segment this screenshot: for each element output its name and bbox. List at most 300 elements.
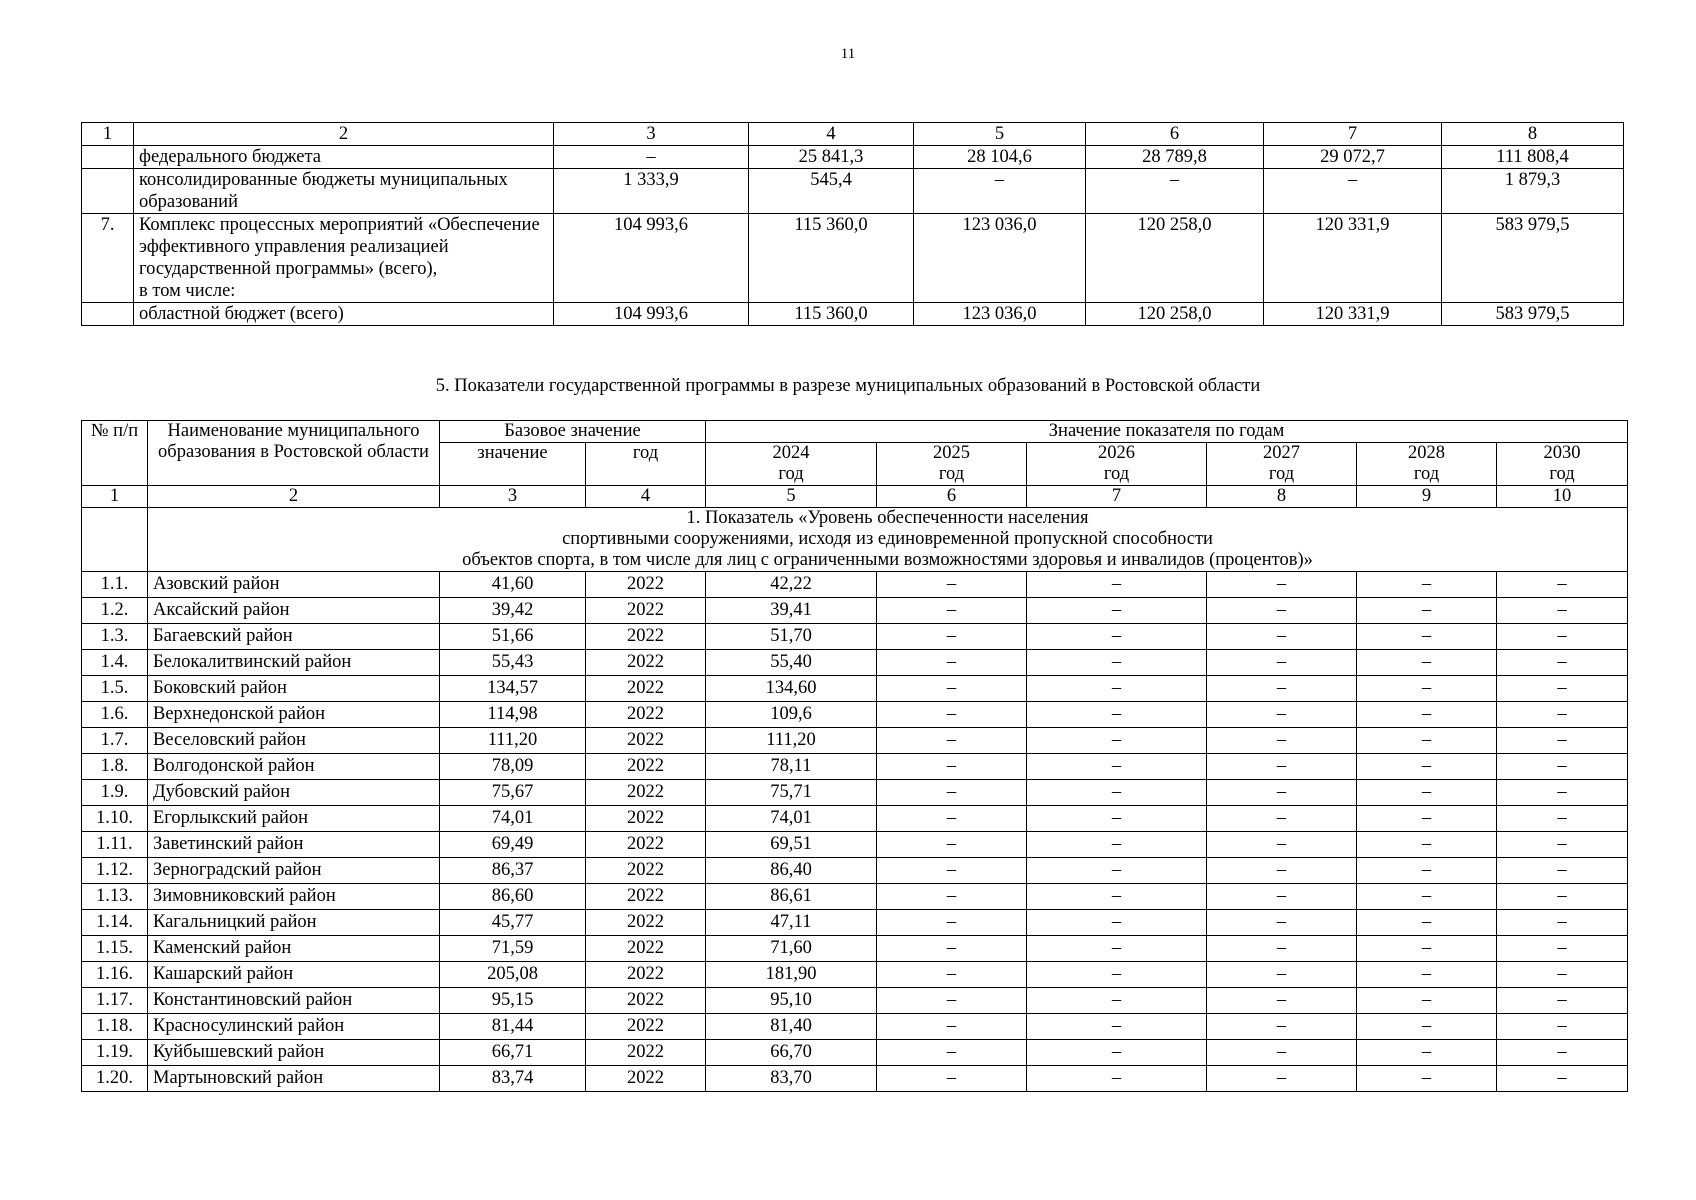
budget-col-number: 2 xyxy=(134,123,554,146)
row-number: 1.20. xyxy=(82,1066,148,1092)
row-dash: – xyxy=(1207,832,1357,858)
row-base-value: 41,60 xyxy=(440,572,586,598)
row-value-2024: 69,51 xyxy=(706,832,877,858)
budget-value: 120 331,9 xyxy=(1264,214,1442,303)
indicator-table xyxy=(81,420,1628,1092)
header-year-2030 xyxy=(1497,443,1628,486)
header-year-word: год xyxy=(778,464,804,484)
budget-row-name: федерального бюджета xyxy=(134,146,554,169)
table-row xyxy=(82,780,1628,806)
row-dash: – xyxy=(1357,1040,1497,1066)
row-dash: – xyxy=(1497,702,1628,728)
row-municipality: Багаевский район xyxy=(148,624,440,650)
row-dash: – xyxy=(1357,624,1497,650)
row-number: 1.14. xyxy=(82,910,148,936)
row-dash: – xyxy=(1497,572,1628,598)
row-base-year: 2022 xyxy=(586,780,706,806)
row-dash: – xyxy=(877,624,1027,650)
budget-value: – xyxy=(1264,169,1442,214)
row-dash: – xyxy=(1027,1066,1207,1092)
row-value-2024: 55,40 xyxy=(706,650,877,676)
row-base-value: 74,01 xyxy=(440,806,586,832)
row-municipality: Дубовский район xyxy=(148,780,440,806)
row-dash: – xyxy=(1027,832,1207,858)
row-value-2024: 51,70 xyxy=(706,624,877,650)
row-dash: – xyxy=(877,858,1027,884)
row-dash: – xyxy=(1207,598,1357,624)
budget-value: 111 808,4 xyxy=(1442,146,1624,169)
row-value-2024: 86,40 xyxy=(706,858,877,884)
budget-col-number: 6 xyxy=(1086,123,1264,146)
row-base-year: 2022 xyxy=(586,832,706,858)
table-row xyxy=(82,572,1628,598)
header-year-number: 2024 xyxy=(772,443,810,463)
table-row xyxy=(82,806,1628,832)
row-dash: – xyxy=(1207,1040,1357,1066)
row-dash: – xyxy=(877,884,1027,910)
table-row xyxy=(82,702,1628,728)
row-value-2024: 83,70 xyxy=(706,1066,877,1092)
row-municipality: Белокалитвинский район xyxy=(148,650,440,676)
row-dash: – xyxy=(1497,832,1628,858)
row-dash: – xyxy=(1027,936,1207,962)
row-dash: – xyxy=(1357,598,1497,624)
row-base-year: 2022 xyxy=(586,936,706,962)
row-base-value: 86,60 xyxy=(440,884,586,910)
row-dash: – xyxy=(1027,910,1207,936)
row-base-value: 86,37 xyxy=(440,858,586,884)
column-number: 7 xyxy=(1027,486,1207,508)
row-dash: – xyxy=(1027,754,1207,780)
row-base-value: 134,57 xyxy=(440,676,586,702)
table-row xyxy=(82,962,1628,988)
table-row xyxy=(82,598,1628,624)
row-dash: – xyxy=(1497,650,1628,676)
budget-value: 1 333,9 xyxy=(554,169,749,214)
budget-value: 120 258,0 xyxy=(1086,303,1264,326)
row-dash: – xyxy=(1357,910,1497,936)
budget-value: 104 993,6 xyxy=(554,214,749,303)
row-number: 1.6. xyxy=(82,702,148,728)
row-dash: – xyxy=(1497,1066,1628,1092)
row-value-2024: 78,11 xyxy=(706,754,877,780)
row-dash: – xyxy=(1027,650,1207,676)
budget-row-name: Комплекс процессных мероприятий «Обеспечение эффективного управления реализацией государственной программы» (всего), в том числе: xyxy=(134,214,554,303)
row-base-year: 2022 xyxy=(586,702,706,728)
row-base-year: 2022 xyxy=(586,572,706,598)
row-number: 1.15. xyxy=(82,936,148,962)
budget-value: – xyxy=(914,169,1086,214)
group-title xyxy=(148,508,1628,572)
row-dash: – xyxy=(1357,832,1497,858)
row-dash: – xyxy=(1497,676,1628,702)
row-dash: – xyxy=(1357,754,1497,780)
row-dash: – xyxy=(1207,1014,1357,1040)
row-value-2024: 47,11 xyxy=(706,910,877,936)
row-base-year: 2022 xyxy=(586,962,706,988)
table-row xyxy=(82,832,1628,858)
header-base: Базовое значение xyxy=(440,421,706,443)
row-dash: – xyxy=(1207,988,1357,1014)
row-base-year: 2022 xyxy=(586,858,706,884)
row-dash: – xyxy=(1357,858,1497,884)
row-dash: – xyxy=(1357,884,1497,910)
budget-col-number: 7 xyxy=(1264,123,1442,146)
budget-row-number xyxy=(82,169,134,214)
row-dash: – xyxy=(1357,936,1497,962)
row-dash: – xyxy=(1027,962,1207,988)
header-year-2025 xyxy=(877,443,1027,486)
column-number: 8 xyxy=(1207,486,1357,508)
budget-row-number xyxy=(82,303,134,326)
row-dash: – xyxy=(1357,1066,1497,1092)
row-dash: – xyxy=(1027,780,1207,806)
row-municipality: Константиновский район xyxy=(148,988,440,1014)
header-year-word: год xyxy=(1103,464,1130,484)
row-dash: – xyxy=(1497,1040,1628,1066)
budget-col-number: 5 xyxy=(914,123,1086,146)
row-dash: – xyxy=(1497,806,1628,832)
row-number: 1.12. xyxy=(82,858,148,884)
row-value-2024: 111,20 xyxy=(706,728,877,754)
table-row xyxy=(82,1040,1628,1066)
row-dash: – xyxy=(877,754,1027,780)
budget-value: 545,4 xyxy=(749,169,914,214)
budget-value: 123 036,0 xyxy=(914,303,1086,326)
budget-value: 120 331,9 xyxy=(1264,303,1442,326)
row-dash: – xyxy=(1207,1066,1357,1092)
row-number: 1.10. xyxy=(82,806,148,832)
header-year-word: год xyxy=(938,464,965,484)
budget-value: 115 360,0 xyxy=(749,214,914,303)
row-value-2024: 75,71 xyxy=(706,780,877,806)
budget-value: – xyxy=(1086,169,1264,214)
row-dash: – xyxy=(1027,624,1207,650)
column-numbers-row xyxy=(82,486,1628,508)
row-dash: – xyxy=(1497,962,1628,988)
row-municipality: Куйбышевский район xyxy=(148,1040,440,1066)
table-row xyxy=(82,910,1628,936)
row-dash: – xyxy=(877,702,1027,728)
row-base-year: 2022 xyxy=(586,1040,706,1066)
row-number: 1.4. xyxy=(82,650,148,676)
row-dash: – xyxy=(1357,780,1497,806)
table-row xyxy=(82,754,1628,780)
column-number: 10 xyxy=(1497,486,1628,508)
row-value-2024: 134,60 xyxy=(706,676,877,702)
row-dash: – xyxy=(1357,806,1497,832)
row-dash: – xyxy=(1027,676,1207,702)
row-dash: – xyxy=(877,676,1027,702)
row-base-year: 2022 xyxy=(586,624,706,650)
header-year-number: 2027 xyxy=(1263,443,1301,463)
row-municipality: Зимовниковский район xyxy=(148,884,440,910)
row-number: 1.9. xyxy=(82,780,148,806)
row-municipality: Зерноградский район xyxy=(148,858,440,884)
row-dash: – xyxy=(1027,1014,1207,1040)
budget-value: – xyxy=(554,146,749,169)
row-value-2024: 109,6 xyxy=(706,702,877,728)
row-dash: – xyxy=(1207,624,1357,650)
row-municipality: Аксайский район xyxy=(148,598,440,624)
row-municipality: Кашарский район xyxy=(148,962,440,988)
table-row xyxy=(82,988,1628,1014)
budget-value: 104 993,6 xyxy=(554,303,749,326)
row-dash: – xyxy=(1357,572,1497,598)
table-row xyxy=(82,858,1628,884)
row-dash: – xyxy=(877,572,1027,598)
table-row xyxy=(82,728,1628,754)
row-value-2024: 74,01 xyxy=(706,806,877,832)
budget-col-number: 3 xyxy=(554,123,749,146)
budget-table-header-row xyxy=(82,123,1624,146)
row-number: 1.8. xyxy=(82,754,148,780)
row-base-value: 95,15 xyxy=(440,988,586,1014)
budget-value: 28 104,6 xyxy=(914,146,1086,169)
row-base-value: 71,59 xyxy=(440,936,586,962)
header-year-number: 2025 xyxy=(933,443,971,463)
header-base-value: значение xyxy=(440,443,586,486)
row-dash: – xyxy=(1207,572,1357,598)
row-municipality: Егорлыкский район xyxy=(148,806,440,832)
row-dash: – xyxy=(1207,806,1357,832)
budget-value: 28 789,8 xyxy=(1086,146,1264,169)
row-base-year: 2022 xyxy=(586,754,706,780)
row-dash: – xyxy=(1207,884,1357,910)
row-base-year: 2022 xyxy=(586,728,706,754)
header-year-word: год xyxy=(1549,464,1575,484)
row-dash: – xyxy=(1497,910,1628,936)
row-municipality: Кагальницкий район xyxy=(148,910,440,936)
row-dash: – xyxy=(1357,1014,1497,1040)
row-base-year: 2022 xyxy=(586,598,706,624)
row-dash: – xyxy=(1027,598,1207,624)
row-dash: – xyxy=(1497,780,1628,806)
header-year-2026 xyxy=(1027,443,1207,486)
row-dash: – xyxy=(877,962,1027,988)
row-dash: – xyxy=(877,832,1027,858)
row-dash: – xyxy=(877,988,1027,1014)
row-value-2024: 86,61 xyxy=(706,884,877,910)
row-base-value: 83,74 xyxy=(440,1066,586,1092)
row-number: 1.17. xyxy=(82,988,148,1014)
column-number: 6 xyxy=(877,486,1027,508)
row-value-2024: 71,60 xyxy=(706,936,877,962)
row-municipality: Красносулинский район xyxy=(148,1014,440,1040)
table-row xyxy=(82,624,1628,650)
row-number: 1.3. xyxy=(82,624,148,650)
header-year-number: 2026 xyxy=(1098,443,1136,463)
row-base-value: 51,66 xyxy=(440,624,586,650)
column-number: 4 xyxy=(586,486,706,508)
header-year-word: год xyxy=(1413,464,1440,484)
budget-value: 123 036,0 xyxy=(914,214,1086,303)
budget-row-number: 7. xyxy=(82,214,134,303)
row-dash: – xyxy=(1207,910,1357,936)
row-dash: – xyxy=(877,936,1027,962)
budget-col-number: 4 xyxy=(749,123,914,146)
row-dash: – xyxy=(1497,728,1628,754)
row-municipality: Заветинский район xyxy=(148,832,440,858)
header-years-title: Значение показателя по годам xyxy=(706,421,1628,443)
budget-row xyxy=(82,214,1624,303)
header-year-number: 2028 xyxy=(1408,443,1446,463)
row-dash: – xyxy=(1207,780,1357,806)
row-dash: – xyxy=(1207,858,1357,884)
budget-table xyxy=(81,122,1624,326)
row-number: 1.5. xyxy=(82,676,148,702)
row-value-2024: 95,10 xyxy=(706,988,877,1014)
row-dash: – xyxy=(1207,702,1357,728)
header-year-number: 2030 xyxy=(1543,443,1581,463)
row-dash: – xyxy=(1357,728,1497,754)
table-row xyxy=(82,676,1628,702)
table-row xyxy=(82,1066,1628,1092)
row-dash: – xyxy=(1027,858,1207,884)
row-dash: – xyxy=(1027,884,1207,910)
row-base-value: 45,77 xyxy=(440,910,586,936)
row-value-2024: 66,70 xyxy=(706,1040,877,1066)
table-row xyxy=(82,884,1628,910)
row-municipality: Боковский район xyxy=(148,676,440,702)
header-base-year: год xyxy=(586,443,706,486)
row-dash: – xyxy=(877,650,1027,676)
row-base-value: 111,20 xyxy=(440,728,586,754)
row-dash: – xyxy=(877,806,1027,832)
row-value-2024: 81,40 xyxy=(706,1014,877,1040)
column-number: 9 xyxy=(1357,486,1497,508)
budget-row xyxy=(82,303,1624,326)
row-dash: – xyxy=(1357,676,1497,702)
row-base-value: 39,42 xyxy=(440,598,586,624)
budget-value: 583 979,5 xyxy=(1442,303,1624,326)
budget-value: 1 879,3 xyxy=(1442,169,1624,214)
row-dash: – xyxy=(1357,988,1497,1014)
row-dash: – xyxy=(1497,1014,1628,1040)
row-dash: – xyxy=(1027,988,1207,1014)
row-base-year: 2022 xyxy=(586,650,706,676)
row-dash: – xyxy=(1357,962,1497,988)
row-dash: – xyxy=(877,910,1027,936)
column-number: 5 xyxy=(706,486,877,508)
row-base-year: 2022 xyxy=(586,676,706,702)
row-dash: – xyxy=(877,598,1027,624)
row-dash: – xyxy=(1207,650,1357,676)
row-dash: – xyxy=(1207,936,1357,962)
row-number: 1.2. xyxy=(82,598,148,624)
row-value-2024: 42,22 xyxy=(706,572,877,598)
row-number: 1.11. xyxy=(82,832,148,858)
row-base-value: 75,67 xyxy=(440,780,586,806)
budget-value: 25 841,3 xyxy=(749,146,914,169)
row-municipality: Мартыновский район xyxy=(148,1066,440,1092)
row-dash: – xyxy=(1027,806,1207,832)
row-municipality: Каменский район xyxy=(148,936,440,962)
row-dash: – xyxy=(1027,572,1207,598)
budget-value: 29 072,7 xyxy=(1264,146,1442,169)
row-dash: – xyxy=(877,728,1027,754)
row-dash: – xyxy=(1357,702,1497,728)
budget-value: 120 258,0 xyxy=(1086,214,1264,303)
header-name: Наименование муниципального образования в Ростовской области xyxy=(148,421,440,486)
budget-col-number: 1 xyxy=(82,123,134,146)
row-base-year: 2022 xyxy=(586,884,706,910)
table-row xyxy=(82,936,1628,962)
budget-col-number: 8 xyxy=(1442,123,1624,146)
budget-value: 115 360,0 xyxy=(749,303,914,326)
row-dash: – xyxy=(877,1066,1027,1092)
row-dash: – xyxy=(1497,858,1628,884)
row-dash: – xyxy=(1207,728,1357,754)
header-year-2028 xyxy=(1357,443,1497,486)
column-number: 2 xyxy=(148,486,440,508)
section-caption: 5. Показатели государственной программы в разрезе муниципальных образований в Ростовской области xyxy=(435,376,1261,396)
budget-row xyxy=(82,146,1624,169)
row-dash: – xyxy=(1357,650,1497,676)
row-number: 1.18. xyxy=(82,1014,148,1040)
row-base-value: 66,71 xyxy=(440,1040,586,1066)
header-year-2024 xyxy=(706,443,877,486)
header-num: № п/п xyxy=(82,421,148,486)
header-year-word: год xyxy=(1268,464,1295,484)
row-base-value: 55,43 xyxy=(440,650,586,676)
row-dash: – xyxy=(1027,702,1207,728)
row-base-year: 2022 xyxy=(586,806,706,832)
row-dash: – xyxy=(1497,936,1628,962)
table-row xyxy=(82,1014,1628,1040)
group-title-text: 1. Показатель «Уровень обеспеченности населения спортивными сооружениями, исходя из единовременной пропускной способности объектов спорта, в том числе для лиц с ограниченными возможностями здоровья и инвалидов (процентов)» xyxy=(462,508,1313,570)
column-number: 3 xyxy=(440,486,586,508)
group-title-num xyxy=(82,508,148,572)
row-value-2024: 39,41 xyxy=(706,598,877,624)
row-base-value: 205,08 xyxy=(440,962,586,988)
row-base-value: 78,09 xyxy=(440,754,586,780)
row-base-value: 81,44 xyxy=(440,1014,586,1040)
row-number: 1.16. xyxy=(82,962,148,988)
row-dash: – xyxy=(1027,1040,1207,1066)
row-municipality: Волгодонской район xyxy=(148,754,440,780)
budget-row-name: областной бюджет (всего) xyxy=(134,303,554,326)
row-dash: – xyxy=(1207,676,1357,702)
budget-value: 583 979,5 xyxy=(1442,214,1624,303)
header-year-2027 xyxy=(1207,443,1357,486)
row-dash: – xyxy=(877,780,1027,806)
row-base-year: 2022 xyxy=(586,988,706,1014)
row-dash: – xyxy=(1497,598,1628,624)
row-number: 1.1. xyxy=(82,572,148,598)
row-municipality: Азовский район xyxy=(148,572,440,598)
page-number: 11 xyxy=(840,46,856,62)
row-base-value: 69,49 xyxy=(440,832,586,858)
row-dash: – xyxy=(1497,624,1628,650)
row-municipality: Веселовский район xyxy=(148,728,440,754)
row-base-value: 114,98 xyxy=(440,702,586,728)
budget-row-name: консолидированные бюджеты муниципальных образований xyxy=(134,169,554,214)
budget-row xyxy=(82,169,1624,214)
row-dash: – xyxy=(877,1014,1027,1040)
row-base-year: 2022 xyxy=(586,1066,706,1092)
table-row xyxy=(82,650,1628,676)
row-number: 1.7. xyxy=(82,728,148,754)
row-number: 1.19. xyxy=(82,1040,148,1066)
group-title-row xyxy=(82,508,1628,572)
row-dash: – xyxy=(1497,754,1628,780)
row-municipality: Верхнедонской район xyxy=(148,702,440,728)
row-dash: – xyxy=(877,1040,1027,1066)
row-base-year: 2022 xyxy=(586,910,706,936)
column-number: 1 xyxy=(82,486,148,508)
row-dash: – xyxy=(1207,962,1357,988)
